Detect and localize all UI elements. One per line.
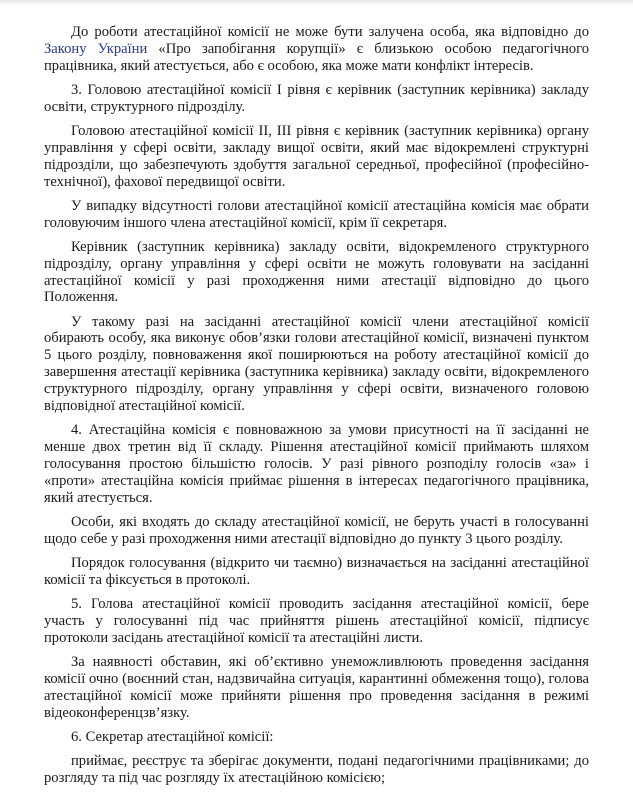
- paragraph-text: «Про запобігання корупції» є близькою особою педагогічного працівника, який атестується, або є особою, яка може мати конфлікт інтересів.: [44, 40, 589, 74]
- document-page: [44, 24, 589, 794]
- paragraph-text: До роботи атестаційної комісії не може бути залучена особа, яка відповідно до: [71, 24, 589, 40]
- paragraph: Головою атестаційної комісії ІІ, ІІІ рівня є керівник (заступник керівника) органу управління у сфері освіти, закладу вищої освіти, який має відокремлені структурні підрозділи, що забезпечують здобуття загальної середньої, професійної (професійно-технічної), фахової передвищої освіти.: [44, 122, 589, 190]
- window-top-edge: [0, 0, 633, 6]
- paragraph: [44, 24, 589, 75]
- paragraph: 4. Атестаційна комісія є повноважною за умови присутності на її засіданні не менше двох третин від її складу. Рішення атестаційної комісії приймають шляхом голосування простою більшістю голосів. У разі рівного розподілу голосів «за» і «проти» атестаційна комісія приймає рішення в інтересах педагогічного працівника, який атестується.: [44, 422, 589, 506]
- law-link[interactable]: Закону України: [44, 40, 148, 57]
- paragraph: 5. Голова атестаційної комісії проводить засідання атестаційної комісії, бере участь у голосуванні під час прийняття рішень атестаційної комісії, підписує протоколи засідань атестаційної комісії та атестаційні листи.: [44, 595, 589, 646]
- paragraph: За наявності обставин, які об’єктивно унеможливлюють проведення засідання комісії очно (воєнний стан, надзвичайна ситуація, карантинні обмеження тощо), голова атестаційної комісії може прийняти рішення про проведення засідання в режимі відеоконференцзв’язку.: [44, 653, 589, 721]
- paragraph: У такому разі на засіданні атестаційної комісії члени атестаційної комісії обирають особу, яка виконує обов’язки голови атестаційної комісії, визначені пунктом 5 цього розділу, повноваження якої поширюються на роботу атестаційної комісії до завершення атестації керівника (заступника керівника) закладу освіти, відокремленого структурного підрозділу, органу управління у сфері освіти, визначеного головою відповідної атестаційної комісії.: [44, 313, 589, 415]
- paragraph: У випадку відсутності голови атестаційної комісії атестаційна комісія має обрати головуючим іншого члена атестаційної комісії, крім її секретаря.: [44, 197, 589, 231]
- paragraph: приймає, реєструє та зберігає документи, подані педагогічними працівниками; до розгляду та під час розгляду їх атестаційною комісією;: [44, 752, 589, 786]
- paragraph: Керівник (заступник керівника) закладу освіти, відокремленого структурного підрозділу, органу управління у сфері освіти не можуть головувати на засіданні атестаційної комісії у разі проходження ними атестації відповідно до цього Положення.: [44, 238, 589, 306]
- paragraph: Порядок голосування (відкрито чи таємно) визначається на засіданні атестаційної комісії та фіксується в протоколі.: [44, 554, 589, 588]
- paragraph: 3. Головою атестаційної комісії І рівня є керівник (заступник керівника) закладу освіти, структурного підрозділу.: [44, 81, 589, 115]
- paragraph: Особи, які входять до складу атестаційної комісії, не беруть участі в голосуванні щодо себе у разі проходження ними атестації відповідно до пункту 3 цього розділу.: [44, 513, 589, 547]
- paragraph: 6. Секретар атестаційної комісії:: [71, 728, 274, 745]
